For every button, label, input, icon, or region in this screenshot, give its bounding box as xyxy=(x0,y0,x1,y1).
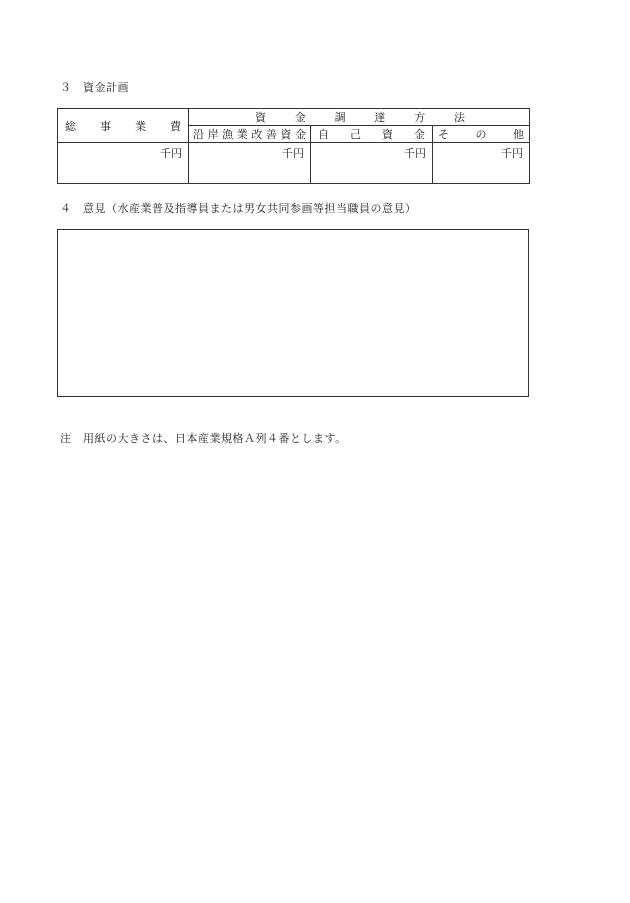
section-4-title: ４ 意見（水産業普及指導員または男女共同参画等担当職員の意見） xyxy=(60,202,417,215)
other-funds-cell[interactable]: 千円 xyxy=(433,143,530,184)
total-cost-header: 総 事 業 費 xyxy=(58,109,189,143)
own-funds-header: 自 己 資 金 xyxy=(311,126,433,143)
own-funds-cell[interactable]: 千円 xyxy=(311,143,433,184)
total-cost-cell[interactable]: 千円 xyxy=(58,143,189,184)
other-funds-header: そ の 他 xyxy=(433,126,530,143)
coastal-fishery-fund-cell[interactable]: 千円 xyxy=(189,143,311,184)
section-3-title: ３ 資金計画 xyxy=(60,81,129,94)
funding-plan-table xyxy=(57,108,530,184)
funding-method-header: 資 金 調 達 方 法 xyxy=(189,109,530,126)
opinion-box[interactable] xyxy=(57,229,529,397)
paper-size-note: 注 用紙の大きさは、日本産業規格Ａ列４番とします。 xyxy=(60,432,347,445)
coastal-fishery-fund-header: 沿 岸 漁 業 改 善 資 金 xyxy=(189,126,311,143)
